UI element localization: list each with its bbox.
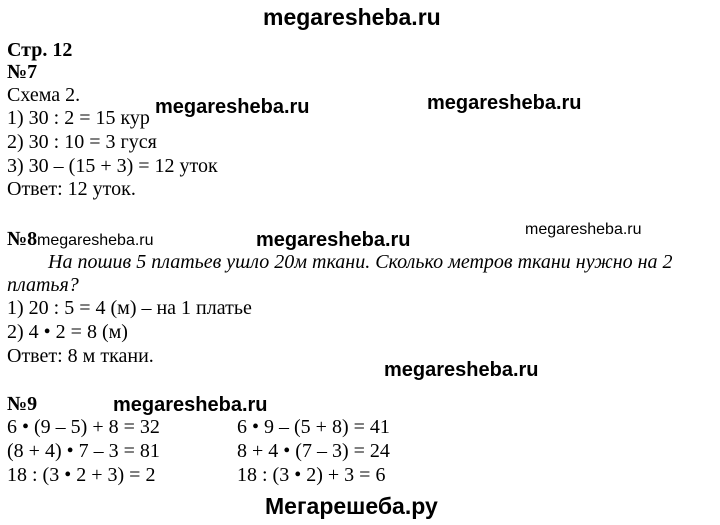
footer-watermark: Мегарешеба.ру (265, 493, 438, 519)
task8-problem-line-1: На пошив 5 платьев ушло 20м ткани. Сколько метров ткани нужно на 2 (48, 251, 673, 273)
task8-number: №8 (7, 228, 38, 250)
task9-number: №9 (7, 393, 38, 415)
watermark-mid-2: megaresheba.ru (427, 92, 582, 114)
task9-left-1: 6 • (9 – 5) + 8 = 32 (7, 416, 160, 438)
task9-left-2: (8 + 4) • 7 – 3 = 81 (7, 440, 160, 462)
task9-right-1: 6 • 9 – (5 + 8) = 41 (237, 416, 390, 438)
task8-answer: Ответ: 8 м ткани. (7, 345, 154, 367)
task7-number: №7 (7, 61, 38, 83)
task7-line-1: Схема 2. (7, 84, 81, 106)
task9-left-3: 18 : (3 • 2 + 3) = 2 (7, 464, 156, 486)
watermark-mid-3: megaresheba.ru (256, 229, 411, 251)
task7-line-4: 3) 30 – (15 + 3) = 12 уток (7, 155, 218, 177)
page-label: Стр. 12 (7, 39, 73, 61)
task8-line-2: 2) 4 • 2 = 8 (м) (7, 321, 128, 343)
task9-right-3: 18 : (3 • 2) + 3 = 6 (237, 464, 386, 486)
task9-right-2: 8 + 4 • (7 – 3) = 24 (237, 440, 390, 462)
watermark-small-1: megaresheba.ru (37, 232, 154, 249)
task7-answer: Ответ: 12 уток. (7, 178, 136, 200)
task8-problem-line-2: платья? (7, 274, 79, 296)
header-watermark: megaresheba.ru (263, 4, 441, 30)
watermark-mid-4: megaresheba.ru (384, 359, 539, 381)
watermark-mid-1: megaresheba.ru (155, 96, 310, 118)
watermark-mid-5: megaresheba.ru (113, 394, 268, 416)
task7-line-3: 2) 30 : 10 = 3 гуся (7, 131, 157, 153)
task7-line-2: 1) 30 : 2 = 15 кур (7, 107, 150, 129)
watermark-small-2: megaresheba.ru (525, 221, 642, 238)
task8-line-1: 1) 20 : 5 = 4 (м) – на 1 платье (7, 297, 252, 319)
